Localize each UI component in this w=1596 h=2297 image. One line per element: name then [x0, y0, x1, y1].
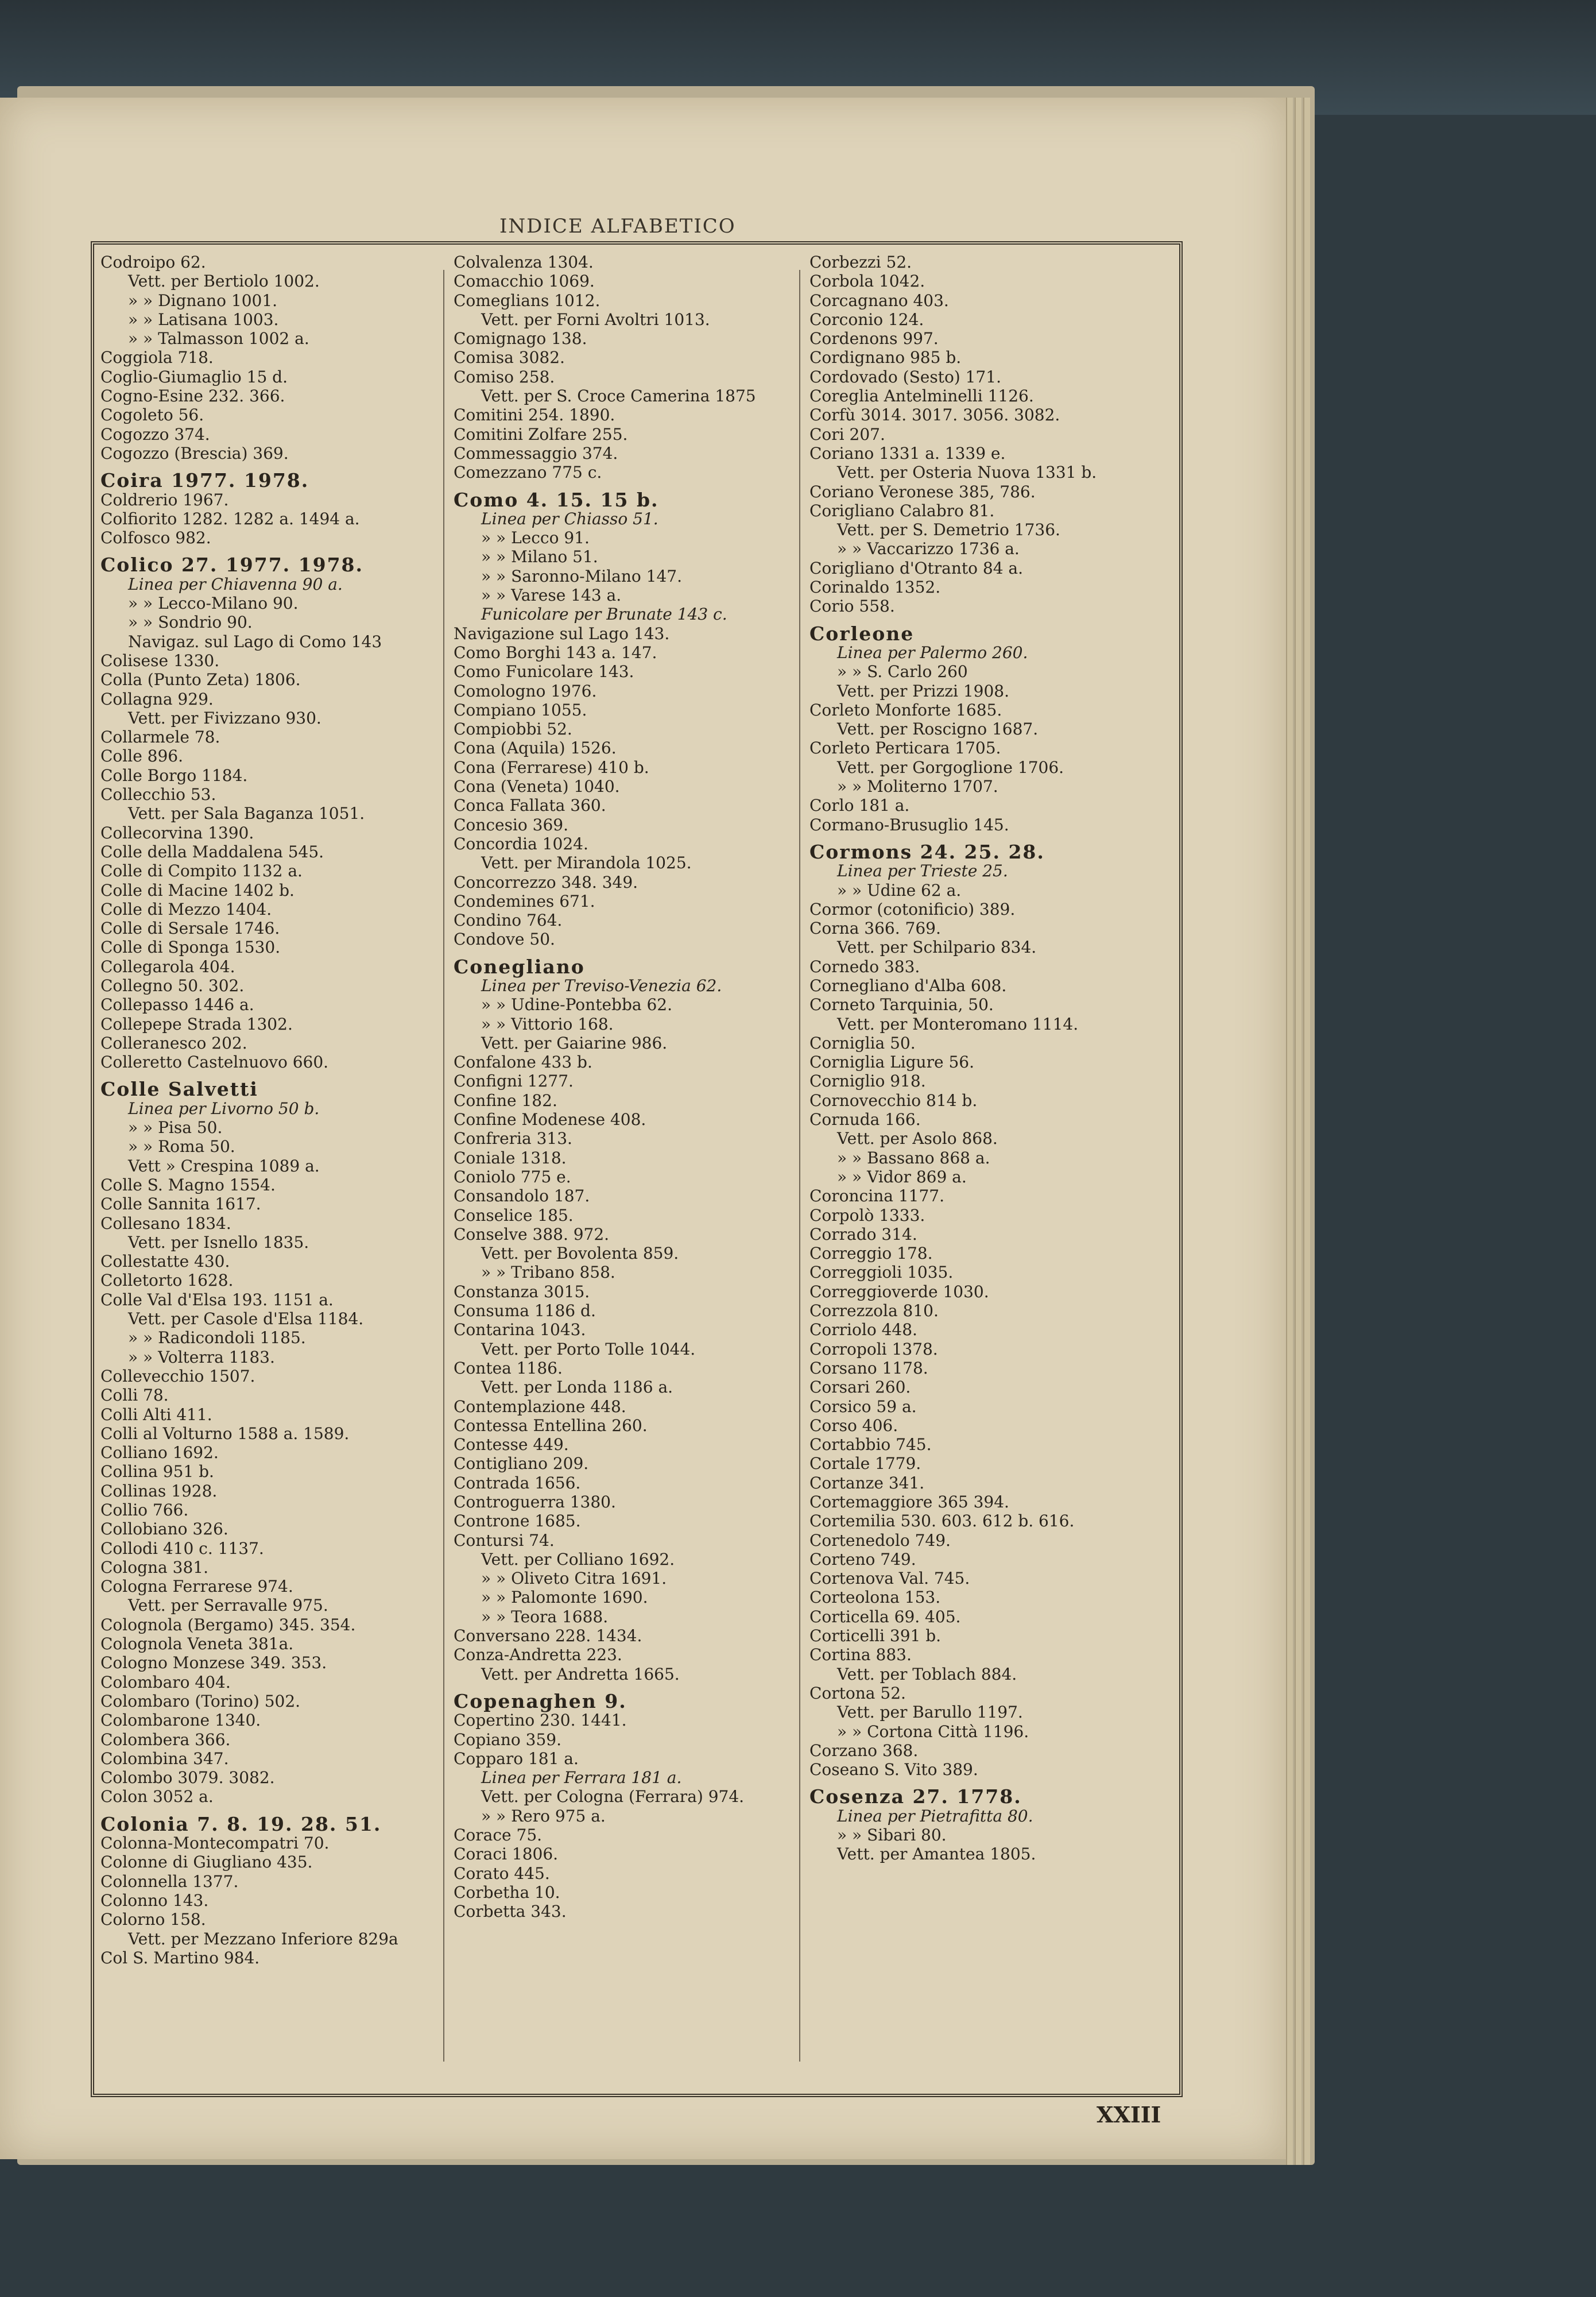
index-entry: Coraci 1806. [454, 1844, 559, 1864]
index-entry: Colla (Punto Zeta) 1806. [100, 670, 301, 690]
index-entry: Cona (Veneta) 1040. [454, 777, 620, 796]
index-entry: Colombaro 404. [100, 1672, 231, 1692]
index-entry: Cortemaggiore 365 394. [809, 1492, 1009, 1511]
index-entry: » » Tribano 858. [481, 1263, 615, 1282]
index-entry: Linea per Pietrafitta 80. [837, 1806, 1033, 1826]
index-entry: » » Cortona Città 1196. [837, 1722, 1029, 1741]
page-edge [1286, 98, 1293, 2165]
index-entry: Copertino 230. 1441. [454, 1711, 627, 1730]
index-entry: Coroncina 1177. [809, 1186, 944, 1206]
index-entry: Vett. per Bovolenta 859. [481, 1244, 679, 1263]
index-entry: Corropoli 1378. [809, 1339, 938, 1359]
index-entry: Colle di Sersale 1746. [100, 919, 280, 938]
index-entry: Colliano 1692. [100, 1443, 219, 1463]
index-entry: Comacchio 1069. [454, 272, 595, 291]
index-entry: » » Radicondoli 1185. [128, 1328, 306, 1348]
index-entry: Vett. per Gaiarine 986. [481, 1033, 668, 1053]
index-entry: Compiano 1055. [454, 700, 587, 720]
index-entry: Colletorto 1628. [100, 1271, 234, 1290]
index-entry: Constanza 3015. [454, 1282, 590, 1301]
index-entry: Cortina 883. [809, 1645, 912, 1665]
index-entry: Collarmele 78. [100, 728, 220, 747]
index-entry: Cortemilia 530. 603. 612 b. 616. [809, 1511, 1075, 1531]
index-entry: Consandolo 187. [454, 1186, 590, 1206]
index-entry: Corlo 181 a. [809, 796, 910, 815]
index-entry: Conselve 388. 972. [454, 1224, 610, 1244]
index-entry: Corinaldo 1352. [809, 578, 941, 597]
index-entry: Linea per Palermo 260. [837, 643, 1028, 662]
index-entry: Cordignano 985 b. [809, 348, 962, 368]
index-entry: Comignago 138. [454, 329, 587, 349]
index-entry: Corace 75. [454, 1826, 543, 1845]
index-column-2 [454, 253, 798, 2079]
index-entry: Correzzola 810. [809, 1301, 939, 1321]
index-entry: Condove 50. [454, 930, 555, 949]
index-entry: Vett. per Londa 1186 a. [481, 1378, 673, 1397]
index-entry: Comisa 3082. [454, 348, 565, 368]
index-entry: Corna 366. 769. [809, 919, 941, 938]
index-entry: Codroipo 62. [100, 253, 206, 272]
index-entry: Colisese 1330. [100, 651, 220, 670]
index-entry: » » Palomonte 1690. [481, 1588, 648, 1607]
index-entry: Concesio 369. [454, 815, 568, 834]
index-entry: Vett. per Gorgoglione 1706. [837, 757, 1064, 777]
index-entry: Corigliano d'Otranto 84 a. [809, 558, 1024, 578]
index-entry: Linea per Chiasso 51. [481, 509, 658, 528]
index-entry: Vett. per Isnello 1835. [128, 1232, 309, 1252]
index-entry: Vett. per Osteria Nuova 1331 b. [837, 463, 1097, 482]
index-entry: Colle di Sponga 1530. [100, 938, 281, 957]
index-entry: Collegno 50. 302. [100, 976, 245, 995]
index-entry: » » Lecco-Milano 90. [128, 594, 299, 613]
index-entry: Vett. per Prizzi 1908. [837, 681, 1010, 701]
index-entry: Corzano 368. [809, 1741, 919, 1760]
index-entry: Confalone 433 b. [454, 1053, 592, 1072]
index-entry: Vett. per Roscigno 1687. [837, 720, 1039, 739]
index-entry: » » Varese 143 a. [481, 586, 622, 605]
index-entry: » » Pisa 50. [128, 1118, 223, 1138]
index-entry: Corniglio 918. [809, 1072, 926, 1091]
index-entry: Coldrerio 1967. [100, 490, 229, 509]
index-entry: Como Funicolare 143. [454, 662, 634, 682]
index-entry: Vett. per Sala Baganza 1051. [128, 804, 365, 823]
index-entry: Colleretto Castelnuovo 660. [100, 1053, 329, 1072]
index-entry: » » Volterra 1183. [128, 1347, 275, 1367]
index-entry: Contemplazione 448. [454, 1397, 626, 1416]
index-entry: Conca Fallata 360. [454, 796, 606, 815]
index-entry: Cortabbio 745. [809, 1435, 932, 1455]
index-entry: Cortenova Val. 745. [809, 1569, 970, 1588]
index-entry: Cologna Ferrarese 974. [100, 1577, 293, 1596]
index-entry: Cornegliano d'Alba 608. [809, 976, 1007, 995]
index-entry: Corticella 69. 405. [809, 1607, 961, 1626]
index-entry: » » Sibari 80. [837, 1826, 947, 1845]
index-entry: Colorno 158. [100, 1910, 206, 1929]
page-edge [1295, 98, 1301, 2165]
index-entry: Cogozzo (Brescia) 369. [100, 443, 289, 463]
index-entry: Contesse 449. [454, 1435, 569, 1455]
index-heading: Cormons 24. 25. 28. [809, 840, 1045, 863]
index-entry: Corso 406. [809, 1416, 898, 1435]
index-entry: Collesano 1834. [100, 1213, 231, 1233]
index-entry: Colfosco 982. [100, 528, 211, 548]
index-entry: Controguerra 1380. [454, 1492, 616, 1511]
index-entry: Corneto Tarquinia, 50. [809, 995, 994, 1015]
index-entry: Funicolare per Brunate 143 c. [481, 605, 727, 624]
index-entry: Correggioli 1035. [809, 1263, 954, 1282]
index-entry: Linea per Chiavenna 90 a. [128, 574, 343, 594]
index-entry: Concordia 1024. [454, 834, 588, 853]
index-entry: Corriolo 448. [809, 1320, 917, 1340]
page-header: INDICE ALFABETICO [499, 215, 736, 238]
index-entry: » » Milano 51. [481, 547, 598, 567]
index-entry: Corticelli 391 b. [809, 1626, 942, 1646]
index-entry: Colonnella 1377. [100, 1871, 239, 1891]
index-entry: Coreglia Antelminelli 1126. [809, 386, 1034, 406]
index-entry: Colli 78. [100, 1386, 169, 1405]
index-entry: Corato 445. [454, 1863, 550, 1883]
index-entry: Colombo 3079. 3082. [100, 1768, 275, 1788]
index-entry: Contea 1186. [454, 1358, 563, 1378]
index-entry: Collina 951 b. [100, 1462, 214, 1482]
index-entry: Cordenons 997. [809, 329, 939, 349]
index-entry: Cornuda 166. [809, 1110, 921, 1130]
index-entry: Colle Borgo 1184. [100, 765, 248, 785]
index-entry: Cogoleto 56. [100, 405, 204, 425]
index-entry: Vett. per Bertiolo 1002. [128, 272, 320, 291]
index-entry: Colonne di Giugliano 435. [100, 1853, 313, 1872]
index-entry: Linea per Trieste 25. [837, 861, 1008, 881]
index-entry: Collagna 929. [100, 689, 214, 709]
index-heading: Como 4. 15. 15 b. [454, 488, 659, 511]
index-entry: Corleto Perticara 1705. [809, 738, 1001, 758]
index-entry: Conversano 228. 1434. [454, 1626, 642, 1646]
index-entry: Corniglia 50. [809, 1033, 916, 1053]
index-entry: Correggioverde 1030. [809, 1282, 989, 1301]
index-entry: Colognola Veneta 381a. [100, 1634, 294, 1654]
index-entry: Colognola (Bergamo) 345. 354. [100, 1615, 356, 1634]
index-entry: Cologna 381. [100, 1557, 208, 1577]
index-entry: Collevecchio 1507. [100, 1366, 255, 1386]
index-entry: Collepasso 1446 a. [100, 995, 254, 1015]
index-heading: Corleone [809, 622, 915, 645]
index-entry: » » Sondrio 90. [128, 613, 253, 632]
index-entry: Cori 207. [809, 424, 885, 444]
index-entry: Cogozzo 374. [100, 424, 210, 444]
index-entry: Controne 1685. [454, 1511, 581, 1531]
index-entry: Como Borghi 143 a. 147. [454, 643, 657, 662]
index-entry: » » Talmasson 1002 a. [128, 329, 309, 349]
index-entry: Confreria 313. [454, 1129, 572, 1148]
index-entry: » » Lecco 91. [481, 528, 590, 548]
index-entry: » » Udine 62 a. [837, 880, 962, 900]
index-entry: » » Vaccarizzo 1736 a. [837, 539, 1020, 559]
index-entry: Coggiola 718. [100, 348, 214, 368]
index-entry: Collobiano 326. [100, 1519, 228, 1539]
index-entry: Comologno 1976. [454, 681, 597, 701]
index-entry: Vett. per Forni Avoltri 1013. [481, 310, 710, 329]
index-entry: » » Moliterno 1707. [837, 777, 998, 796]
index-entry: Consuma 1186 d. [454, 1301, 596, 1321]
index-entry: Cortona 52. [809, 1683, 906, 1703]
page-number: XXIII [1097, 2102, 1161, 2128]
index-entry: » » Vittorio 168. [481, 1014, 614, 1034]
index-entry: Colon 3052 a. [100, 1787, 214, 1807]
index-entry: Vett. per Toblach 884. [837, 1664, 1017, 1684]
index-entry: Condemines 671. [454, 891, 595, 911]
index-entry: Corconio 124. [809, 310, 924, 329]
index-heading: Conegliano [454, 955, 585, 978]
index-entry: » » Bassano 868 a. [837, 1148, 990, 1167]
index-entry: Collinas 1928. [100, 1481, 218, 1501]
index-entry: Corfù 3014. 3017. 3056. 3082. [809, 405, 1060, 425]
index-entry: Colleranesco 202. [100, 1033, 247, 1053]
index-entry: Cortale 1779. [809, 1454, 921, 1474]
index-entry: Cordovado (Sesto) 171. [809, 367, 1001, 386]
index-entry: Comeglians 1012. [454, 291, 601, 310]
index-column-3 [809, 253, 1154, 2079]
index-entry: Colle 896. [100, 747, 184, 766]
index-entry: Colli al Volturno 1588 a. 1589. [100, 1424, 350, 1443]
index-entry: Cortenedolo 749. [809, 1530, 951, 1550]
index-entry: Contrada 1656. [454, 1473, 581, 1492]
index-entry: Vett. per Colliano 1692. [481, 1549, 675, 1569]
index-entry: Corbetha 10. [454, 1882, 560, 1902]
index-entry: Collodi 410 c. 1137. [100, 1538, 264, 1558]
index-entry: Comitini 254. 1890. [454, 405, 615, 425]
index-entry: Cormano-Brusuglio 145. [809, 815, 1009, 834]
index-entry: Corniglia Ligure 56. [809, 1053, 974, 1072]
index-entry: Collecchio 53. [100, 785, 216, 805]
index-entry: Coniale 1318. [454, 1148, 567, 1167]
index-entry: » » Roma 50. [128, 1137, 235, 1157]
index-entry: Cologno Monzese 349. 353. [100, 1653, 327, 1673]
index-entry: Conselice 185. [454, 1205, 574, 1225]
index-entry: Vett. per S. Croce Camerina 1875 [481, 386, 756, 406]
index-entry: Commessaggio 374. [454, 443, 618, 463]
index-entry: Vett. per Monteromano 1114. [837, 1014, 1079, 1034]
index-entry: » » Udine-Pontebba 62. [481, 995, 672, 1015]
index-entry: Colfiorito 1282. 1282 a. 1494 a. [100, 509, 360, 528]
index-entry: Vett. per S. Demetrio 1736. [837, 520, 1060, 540]
index-entry: Coseano S. Vito 389. [809, 1760, 978, 1780]
index-entry: Corbetta 343. [454, 1902, 567, 1921]
index-entry: Corleto Monforte 1685. [809, 700, 1002, 720]
index-entry: Corsari 260. [809, 1378, 911, 1397]
index-entry: Colle S. Magno 1554. [100, 1175, 276, 1194]
index-entry: Vett. per Mirandola 1025. [481, 853, 692, 873]
index-entry: Corpolò 1333. [809, 1205, 925, 1225]
index-entry: » » Dignano 1001. [128, 291, 278, 310]
index-entry: Colombera 366. [100, 1730, 231, 1749]
index-entry: » » S. Carlo 260 [837, 662, 968, 682]
index-entry: Vett. per Porto Tolle 1044. [481, 1339, 696, 1359]
index-entry: Vett. per Andretta 1665. [481, 1664, 680, 1684]
index-entry: Coglio-Giumaglio 15 d. [100, 367, 288, 386]
index-entry: Coriano Veronese 385, 786. [809, 482, 1036, 501]
index-entry: Corsico 59 a. [809, 1397, 917, 1416]
index-entry: Contursi 74. [454, 1530, 555, 1550]
index-entry: Confine Modenese 408. [454, 1110, 646, 1130]
index-entry: Cormor (cotonificio) 389. [809, 899, 1016, 919]
index-entry: Coniolo 775 e. [454, 1167, 571, 1186]
index-entry: Vett. per Asolo 868. [837, 1129, 998, 1148]
index-entry: Vett. per Cologna (Ferrara) 974. [481, 1787, 745, 1807]
index-entry: Navigaz. sul Lago di Como 143 [128, 632, 382, 651]
page-edge [1303, 98, 1310, 2165]
index-entry: Vett. per Barullo 1197. [837, 1703, 1023, 1722]
index-entry: Cornedo 383. [809, 957, 920, 976]
index-entry: Colli Alti 411. [100, 1405, 212, 1424]
index-entry: Vett. per Serravalle 975. [128, 1596, 328, 1615]
index-entry: » » Vidor 869 a. [837, 1167, 967, 1186]
index-entry: Copparo 181 a. [454, 1749, 579, 1768]
index-entry: Col S. Martino 984. [100, 1948, 260, 1967]
index-entry: Correggio 178. [809, 1244, 933, 1263]
index-entry: Condino 764. [454, 911, 563, 930]
index-entry: Colvalenza 1304. [454, 253, 594, 272]
index-entry: Vett. per Casole d'Elsa 1184. [128, 1309, 364, 1329]
index-entry: Vett. per Fivizzano 930. [128, 708, 321, 728]
index-entry: Contigliano 209. [454, 1454, 589, 1474]
index-entry: Corcagnano 403. [809, 291, 949, 310]
index-entry: Cortanze 341. [809, 1473, 925, 1492]
index-entry: Comezzano 775 c. [454, 463, 602, 482]
index-entry: Colle di Mezzo 1404. [100, 899, 272, 919]
index-entry: Vett » Crespina 1089 a. [128, 1156, 320, 1175]
index-entry: Corbola 1042. [809, 272, 925, 291]
index-entry: Collegarola 404. [100, 957, 235, 976]
index-entry: Comiso 258. [454, 367, 555, 386]
index-entry: Cogno-Esine 232. 366. [100, 386, 285, 406]
index-entry: » » Rero 975 a. [481, 1806, 606, 1826]
index-entry: Navigazione sul Lago 143. [454, 624, 670, 643]
index-entry: Linea per Livorno 50 b. [128, 1099, 320, 1118]
index-heading: Coira 1977. 1978. [100, 469, 309, 492]
index-entry: Contarina 1043. [454, 1320, 586, 1340]
index-entry: » » Oliveto Citra 1691. [481, 1569, 667, 1588]
index-entry: Compiobbi 52. [454, 720, 572, 739]
index-entry: Colonno 143. [100, 1890, 209, 1910]
index-entry: Colle della Maddalena 545. [100, 842, 324, 861]
index-entry: Cornovecchio 814 b. [809, 1091, 978, 1110]
index-entry: Cona (Ferrarese) 410 b. [454, 757, 649, 777]
index-entry: Colombaro (Torino) 502. [100, 1691, 301, 1711]
index-entry: Copiano 359. [454, 1730, 561, 1749]
index-entry: Colle di Macine 1402 b. [100, 880, 295, 900]
index-heading: Cosenza 27. 1778. [809, 1785, 1022, 1808]
index-entry: Vett. per Amantea 1805. [837, 1844, 1036, 1864]
index-entry: Coriano 1331 a. 1339 e. [809, 443, 1006, 463]
index-heading: Colle Salvetti [100, 1078, 258, 1101]
index-entry: Corsano 1178. [809, 1358, 928, 1378]
index-entry: Corrado 314. [809, 1224, 917, 1244]
index-entry: Collestatte 430. [100, 1252, 230, 1271]
index-entry: Corigliano Calabro 81. [809, 501, 995, 520]
index-entry: Linea per Treviso-Venezia 62. [481, 976, 722, 995]
index-entry: Contessa Entellina 260. [454, 1416, 648, 1435]
index-entry: » » Saronno-Milano 147. [481, 566, 682, 586]
column-divider [799, 270, 800, 2062]
index-entry: Colle Sannita 1617. [100, 1194, 261, 1214]
index-entry: Corteno 749. [809, 1549, 916, 1569]
index-entry: Colle Val d'Elsa 193. 1151 a. [100, 1290, 334, 1309]
index-entry: » » Latisana 1003. [128, 310, 279, 329]
index-entry: Collecorvina 1390. [100, 823, 254, 842]
index-entry: Colonna-Montecompatri 70. [100, 1834, 330, 1853]
index-entry: Concorrezzo 348. 349. [454, 872, 638, 892]
index-entry: » » Teora 1688. [481, 1607, 609, 1626]
index-column-1 [100, 253, 445, 2079]
index-entry: Cona (Aquila) 1526. [454, 738, 617, 758]
index-entry: Corio 558. [809, 597, 895, 616]
index-entry: Comitini Zolfare 255. [454, 424, 628, 444]
index-entry: Corbezzi 52. [809, 253, 912, 272]
index-entry: Configni 1277. [454, 1072, 574, 1091]
index-entry: Linea per Ferrara 181 a. [481, 1768, 682, 1788]
index-entry: Confine 182. [454, 1091, 557, 1110]
index-entry: Conza-Andretta 223. [454, 1645, 622, 1665]
index-entry: Colle di Compito 1132 a. [100, 861, 303, 881]
index-entry: Colombarone 1340. [100, 1711, 261, 1730]
index-entry: Collio 766. [100, 1501, 189, 1519]
index-entry: Colombina 347. [100, 1749, 229, 1768]
index-entry: Corteolona 153. [809, 1588, 941, 1607]
index-heading: Copenaghen 9. [454, 1689, 627, 1712]
index-heading: Colonia 7. 8. 19. 28. 51. [100, 1812, 382, 1835]
index-entry: Collepepe Strada 1302. [100, 1014, 293, 1034]
index-heading: Colico 27. 1977. 1978. [100, 554, 363, 577]
index-entry: Vett. per Schilpario 834. [837, 938, 1037, 957]
index-entry: Vett. per Mezzano Inferiore 829a [128, 1929, 398, 1948]
